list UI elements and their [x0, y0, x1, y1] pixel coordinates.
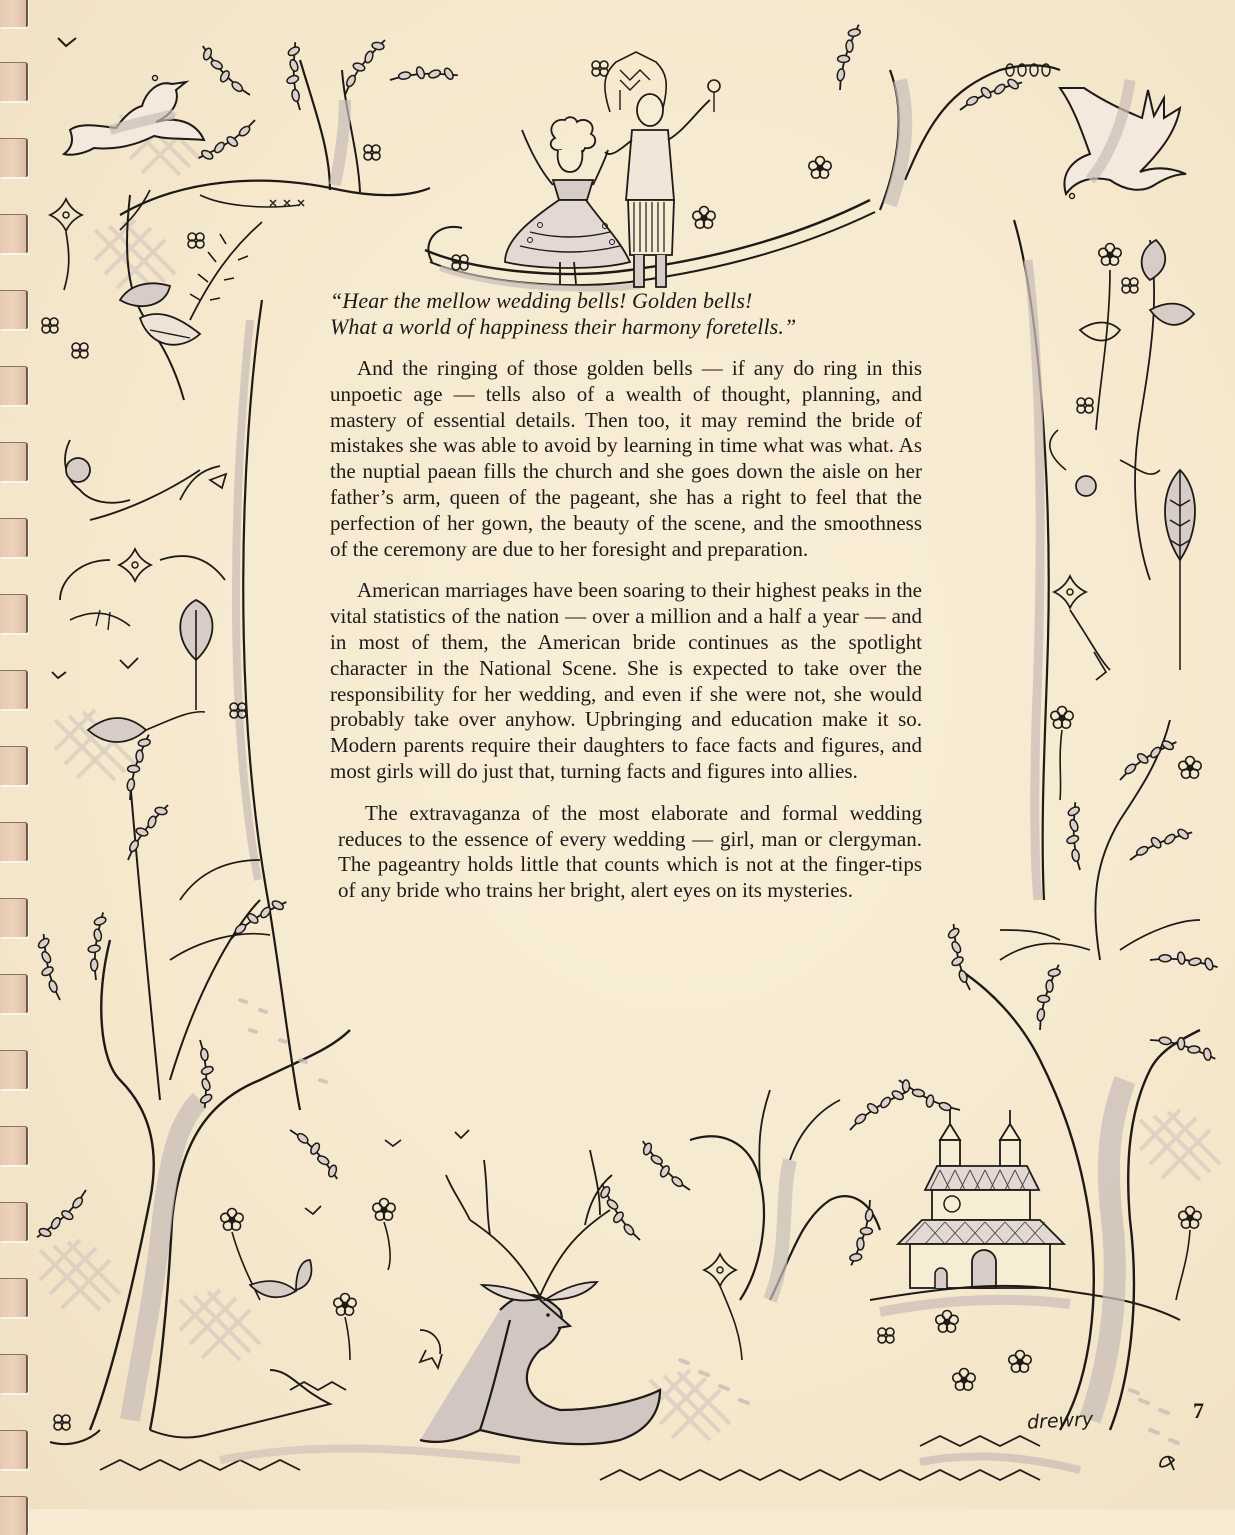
- left-border-plants: [42, 190, 262, 742]
- left-tree: [18, 735, 350, 1444]
- epigraph-line-2: What a world of happiness their harmony foretells.”: [330, 314, 797, 339]
- body-text: [330, 288, 922, 920]
- epigraph-quote: [330, 288, 922, 340]
- reclining-deer: [420, 1150, 660, 1444]
- bride-figure: [505, 117, 630, 284]
- dove-top-right: [1060, 80, 1186, 199]
- center-tree: [588, 1078, 906, 1360]
- paragraph-golden-bells: And the ringing of those golden bells — if any do ring in this unpoetic age — tells also of a wealth of thought, planning, and mastery of essential details. Then too, it may remind the bride of mistakes she was able to avoid by learning in time what was what. As the nuptial paean fills the church and she goes down the aisle on her father’s arm, queen of the pageant, she has a right to feel that the perfection of her gown, the beauty of the scene, and the smoothness of the ceremony are due to her foresight and preparation.: [330, 356, 922, 561]
- page-number: 7: [1193, 1398, 1204, 1423]
- epigraph-line-1: “Hear the mellow wedding bells! Golden bells!: [330, 288, 753, 313]
- paragraph-american-marriages: American marriages have been soaring to their highest peaks in the vital statistics of the nation — over a million and a half a year — and in most of them, the American bride continues as the spotlight character in the National Scene. She is expected to take over the responsibility for her wedding, and even if she were not, she would probably take over anyhow. Upbringing and education make it so. Modern parents require their daughters to face facts and figures, and most girls will do just that, turning facts and figures into allies.: [330, 578, 922, 783]
- right-border-plants: [1050, 240, 1201, 800]
- artist-signature: drewry: [1026, 1408, 1094, 1434]
- paragraph-extravaganza: The extravaganza of the most elaborate and formal wedding reduces to the essence of every wedding — girl, man or clergyman. The pageantry holds little that counts which is not at the finger-tips of any bride who trains her bright, alert eyes on its mysteries.: [338, 800, 922, 903]
- right-tree: [899, 720, 1218, 1470]
